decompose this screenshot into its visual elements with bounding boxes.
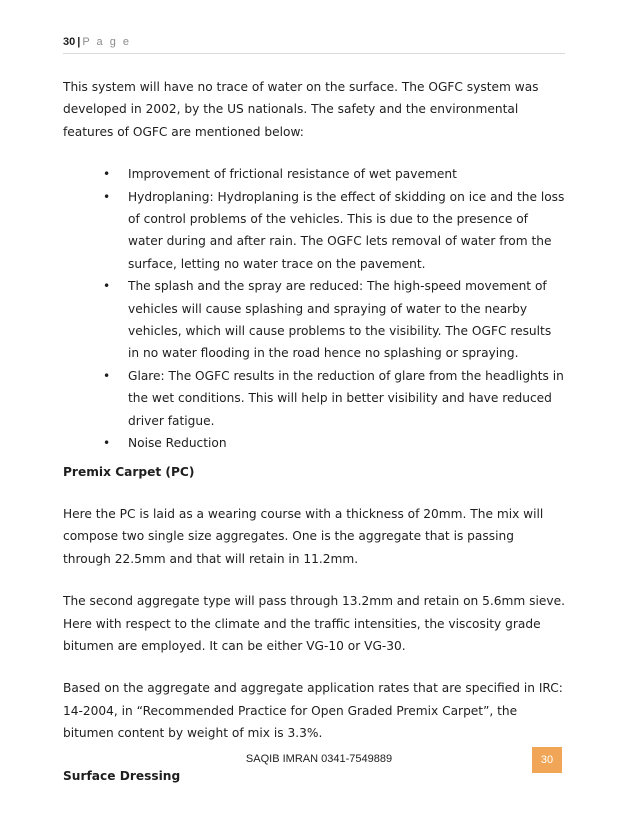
- footer-page-number-badge: 30: [532, 747, 562, 773]
- bullet-icon: •: [103, 368, 111, 383]
- header-separator: |: [77, 36, 81, 48]
- list-item: [103, 275, 565, 365]
- list-item-text: The splash and the spray are reduced: The high-speed movement of vehicles will cause splashing and spraying of water to the nearby vehicles, which will cause problems to the visibility. The OGFC results in no water flooding in the road hence no splashing or spraying.: [128, 279, 552, 361]
- bullet-icon: •: [103, 436, 111, 451]
- list-item: [103, 163, 565, 185]
- header-page-number: 30: [63, 36, 76, 48]
- bullet-icon: •: [103, 167, 111, 182]
- ogfc-features-list: [63, 163, 565, 454]
- paragraph: Based on the aggregate and aggregate application rates that are specified in IRC: 14-2004, in “Recommended Practice for Open Graded Premix Carpet”, the bitumen content by weight of mix is 3.3%.: [63, 681, 563, 741]
- document-body: [63, 76, 565, 807]
- list-item: [103, 432, 565, 454]
- page-header: [63, 36, 565, 54]
- intro-paragraph: This system will have no trace of water on the surface. The OGFC system was developed in 2002, by the US nationals. The safety and the environmental features of OGFC are mentioned below:: [63, 80, 539, 139]
- section-heading-surface-dressing: Surface Dressing: [63, 768, 181, 783]
- paragraph: The second aggregate type will pass through 13.2mm and retain on 5.6mm sieve. Here with respect to the climate and the traffic intensities, the viscosity grade bitumen are employed. It can be either VG-10 or VG-30.: [63, 594, 565, 653]
- bullet-icon: •: [103, 279, 111, 294]
- section-heading-premix-carpet: Premix Carpet (PC): [63, 464, 195, 479]
- paragraph: Here the PC is laid as a wearing course with a thickness of 20mm. The mix will compose two single size aggregates. One is the aggregate that is passing through 22.5mm and that will retain in 11.2mm.: [63, 506, 544, 566]
- list-item-text: Noise Reduction: [128, 436, 227, 451]
- list-item-text: Glare: The OGFC results in the reduction of glare from the headlights in the wet conditions. This will help in better visibility and have reduced driver fatigue.: [128, 368, 564, 428]
- list-item-text: Hydroplaning: Hydroplaning is the effect of skidding on ice and the loss of control problems of the vehicles. This is due to the presence of water during and after rain. The OGFC lets removal of water from the surface, letting no water trace on the pavement.: [128, 189, 565, 271]
- list-item: [103, 186, 565, 276]
- list-item-text: Improvement of frictional resistance of wet pavement: [128, 167, 457, 182]
- bullet-icon: •: [103, 189, 111, 204]
- page-footer: [0, 747, 638, 773]
- list-item: [103, 365, 565, 432]
- footer-author: SAQIB IMRAN 0341-7549889: [245, 753, 393, 765]
- header-page-label: P a g e: [82, 36, 131, 48]
